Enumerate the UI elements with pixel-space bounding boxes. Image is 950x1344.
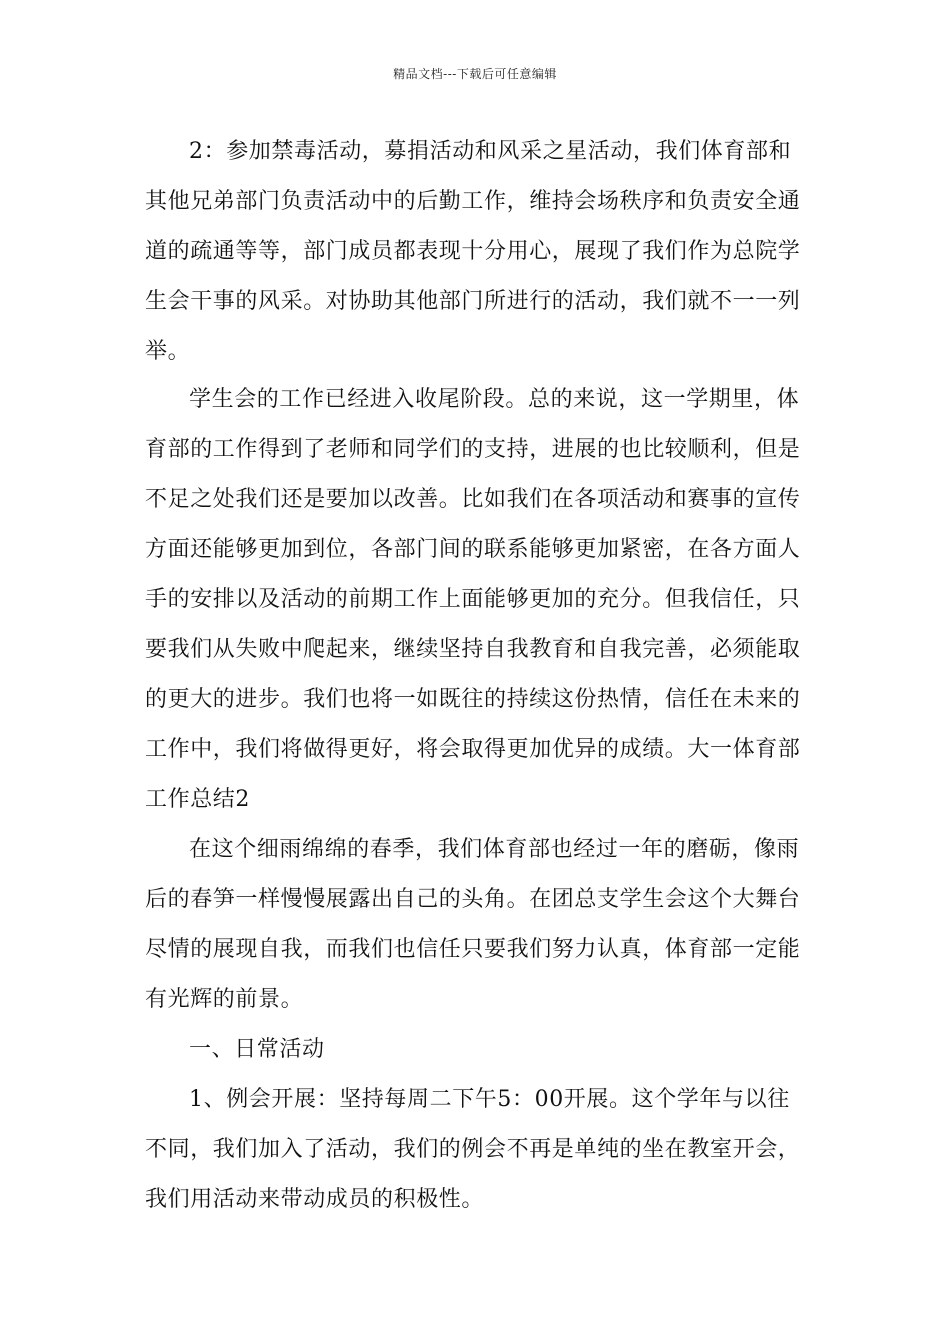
paragraph-activities-2: 2：参加禁毒活动，募捐活动和风采之星活动，我们体育部和其他兄弟部门负责活动中的后勤工作，维持会场秩序和负责安全通道的疏通等等，部门成员都表现十分用心，展现了我们作为总院学生会干事的风采。对协助其他部门所进行的活动，我们就不一一列举。 <box>145 139 801 364</box>
body-block-main <box>145 375 805 1225</box>
paragraph-semester-summary: 学生会的工作已经进入收尾阶段。总的来说，这一学期里，体育部的工作得到了老师和同学们的支持，进展的也比较顺利，但是不足之处我们还是要加以改善。比如我们在各项活动和赛事的宣传方面还能够更加到位，各部门间的联系能够更加紧密，在各方面人手的安排以及活动的前期工作上面能够更加的充分。但我信任，只要我们从失败中爬起来，继续坚持自我教育和自我完善，必须能取的更大的进步。我们也将一如既往的持续这份热情，信任在未来的工作中，我们将做得更好，将会取得更加优异的成绩。大一体育部工作总结2 <box>145 387 801 812</box>
body-block-top <box>145 127 805 377</box>
page-header-watermark: 精品文档---下载后可任意编辑 <box>393 67 557 81</box>
paragraph-spring-intro: 在这个细雨绵绵的春季，我们体育部也经过一年的磨砺，像雨后的春笋一样慢慢展露出自己的头角。在团总支学生会这个大舞台尽情的展现自我，而我们也信任只要我们努力认真，体育部一定能有光辉的前景。 <box>145 837 801 1012</box>
paragraph-weekly-meeting: 1、例会开展：坚持每周二下午5：00开展。这个学年与以往不同，我们加入了活动，我们的例会不再是单纯的坐在教室开会，我们用活动来带动成员的积极性。 <box>145 1087 801 1212</box>
section-heading-daily-activities: 一、日常活动 <box>189 1037 325 1062</box>
